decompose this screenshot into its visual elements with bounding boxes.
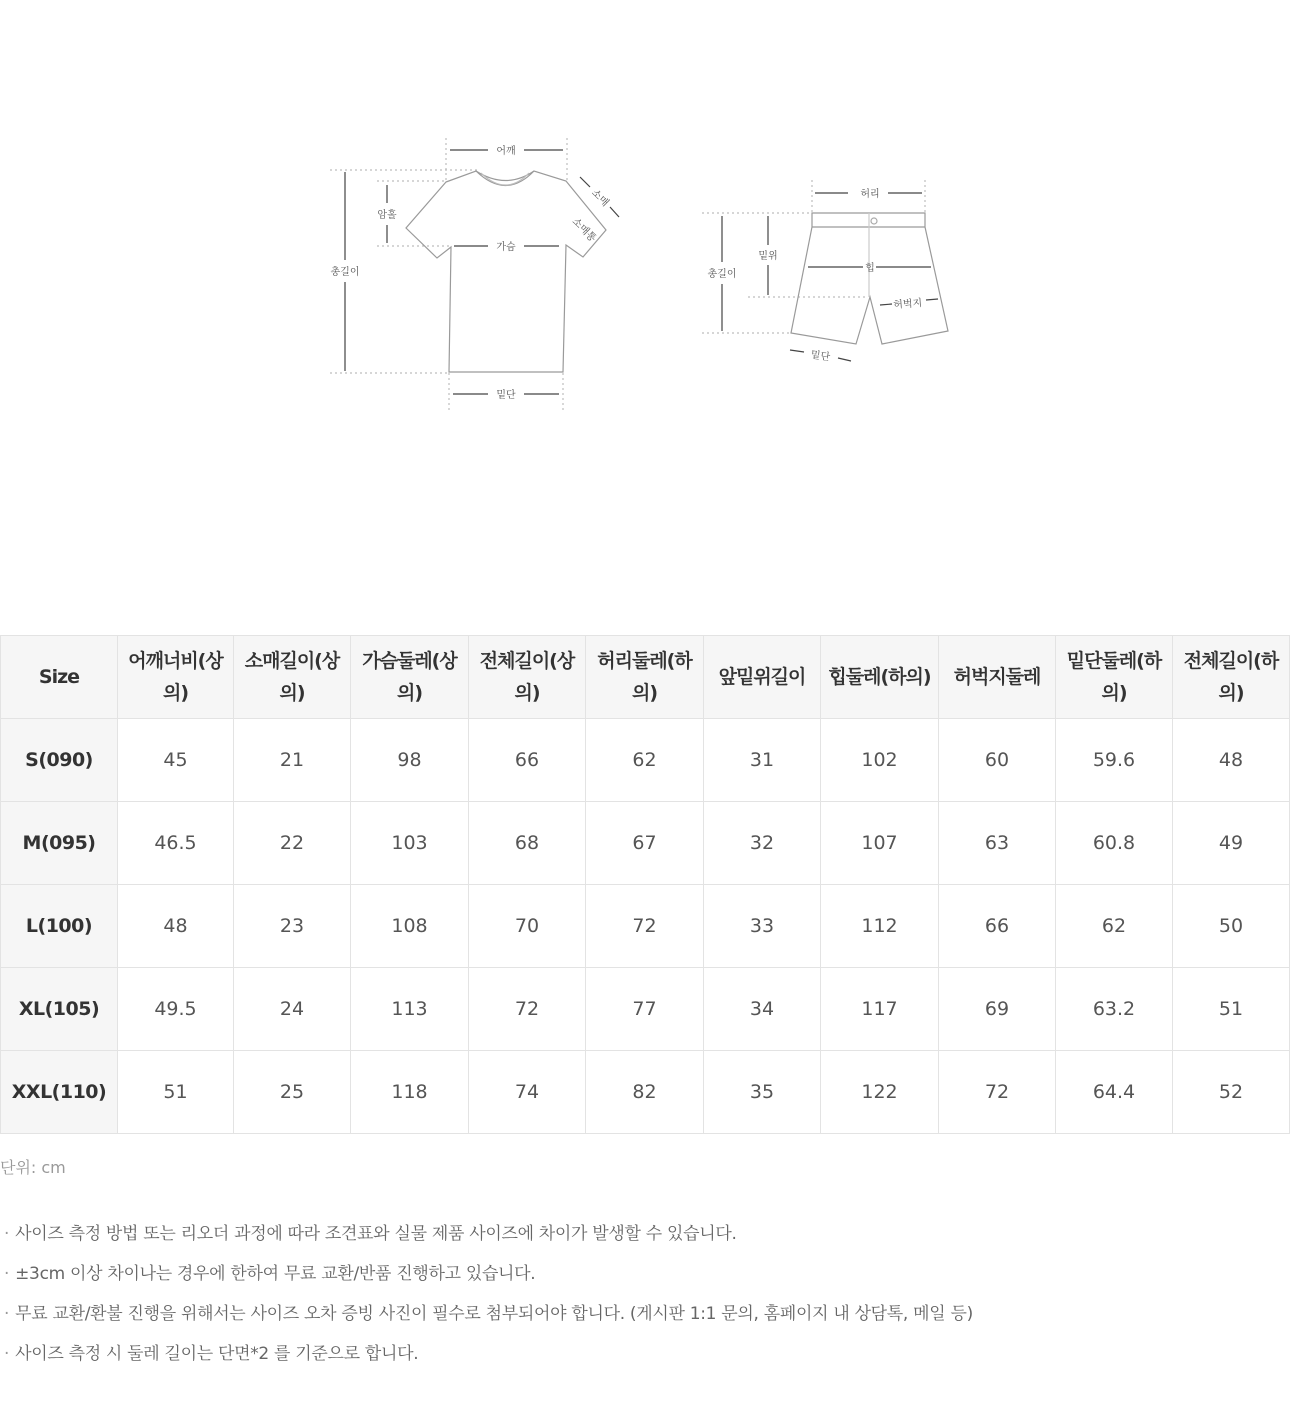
cell: 69 xyxy=(939,968,1056,1051)
cell: 66 xyxy=(939,885,1056,968)
note-item xyxy=(4,1338,973,1378)
cell: 112 xyxy=(821,885,939,968)
cell: 66 xyxy=(469,719,586,802)
bullet-icon: · xyxy=(4,1224,10,1244)
header-hip: 힙둘레(하의) xyxy=(821,636,939,719)
table-header-row xyxy=(1,636,1290,719)
cell: 98 xyxy=(351,719,469,802)
cell: 34 xyxy=(704,968,821,1051)
cell: 51 xyxy=(118,1051,234,1134)
note-item xyxy=(4,1218,973,1258)
header-thigh: 허벅지둘레 xyxy=(939,636,1056,719)
table-row xyxy=(1,968,1290,1051)
row-size: XL(105) xyxy=(1,968,118,1051)
row-size: S(090) xyxy=(1,719,118,802)
cell: 103 xyxy=(351,802,469,885)
table-row xyxy=(1,1051,1290,1134)
label-rise: 밑위 xyxy=(758,251,778,262)
label-total-length: 총길이 xyxy=(330,267,360,278)
table-row xyxy=(1,885,1290,968)
label-total-length-bottom: 총길이 xyxy=(707,269,737,280)
unit-label: 단위: cm xyxy=(0,1158,66,1177)
cell: 25 xyxy=(234,1051,351,1134)
cell: 63.2 xyxy=(1056,968,1173,1051)
table-row xyxy=(1,719,1290,802)
cell: 35 xyxy=(704,1051,821,1134)
label-chest: 가슴 xyxy=(496,242,516,253)
cell: 48 xyxy=(118,885,234,968)
cell: 32 xyxy=(704,802,821,885)
header-hem: 밑단둘레(하의) xyxy=(1056,636,1173,719)
cell: 113 xyxy=(351,968,469,1051)
cell: 68 xyxy=(469,802,586,885)
label-shoulder: 어깨 xyxy=(496,146,516,157)
label-sleeve-opening: 소매통 xyxy=(569,216,598,245)
header-front-rise: 앞밑위길이 xyxy=(704,636,821,719)
cell: 64.4 xyxy=(1056,1051,1173,1134)
header-sleeve-length: 소매길이(상의) xyxy=(234,636,351,719)
label-hem: 밑단 xyxy=(496,390,516,401)
cell: 107 xyxy=(821,802,939,885)
note-text: 사이즈 측정 방법 또는 리오더 과정에 따라 조견표와 실물 제품 사이즈에 차이가 발생할 수 있습니다. xyxy=(15,1224,737,1244)
size-table xyxy=(0,635,1290,1134)
header-size: Size xyxy=(1,636,118,719)
cell: 59.6 xyxy=(1056,719,1173,802)
cell: 48 xyxy=(1173,719,1290,802)
header-top-length: 전체길이(상의) xyxy=(469,636,586,719)
cell: 67 xyxy=(586,802,704,885)
cell: 46.5 xyxy=(118,802,234,885)
cell: 24 xyxy=(234,968,351,1051)
label-thigh: 허벅지 xyxy=(892,298,923,312)
cell: 51 xyxy=(1173,968,1290,1051)
bullet-icon: · xyxy=(4,1344,10,1364)
table-row xyxy=(1,802,1290,885)
cell: 117 xyxy=(821,968,939,1051)
label-sleeve: 소매 xyxy=(589,187,611,209)
cell: 23 xyxy=(234,885,351,968)
shorts-diagram xyxy=(702,180,948,344)
cell: 45 xyxy=(118,719,234,802)
cell: 33 xyxy=(704,885,821,968)
row-size: XXL(110) xyxy=(1,1051,118,1134)
cell: 118 xyxy=(351,1051,469,1134)
cell: 62 xyxy=(586,719,704,802)
cell: 72 xyxy=(586,885,704,968)
note-item xyxy=(4,1258,973,1298)
header-waist: 허리둘레(하의) xyxy=(586,636,704,719)
cell: 50 xyxy=(1173,885,1290,968)
bullet-icon: · xyxy=(4,1264,10,1284)
header-chest: 가슴둘레(상의) xyxy=(351,636,469,719)
header-shoulder-width: 어깨너비(상의) xyxy=(118,636,234,719)
cell: 122 xyxy=(821,1051,939,1134)
cell: 77 xyxy=(586,968,704,1051)
cell: 52 xyxy=(1173,1051,1290,1134)
cell: 49.5 xyxy=(118,968,234,1051)
tshirt-labels xyxy=(331,144,612,401)
cell: 62 xyxy=(1056,885,1173,968)
bullet-icon: · xyxy=(4,1304,10,1324)
cell: 70 xyxy=(469,885,586,968)
cell: 22 xyxy=(234,802,351,885)
measurement-diagrams xyxy=(0,0,1290,560)
cell: 31 xyxy=(704,719,821,802)
header-bottom-length: 전체길이(하의) xyxy=(1173,636,1290,719)
note-text: 사이즈 측정 시 둘레 길이는 단면*2 를 기준으로 합니다. xyxy=(15,1344,419,1364)
cell: 21 xyxy=(234,719,351,802)
note-item xyxy=(4,1298,973,1338)
cell: 63 xyxy=(939,802,1056,885)
cell: 74 xyxy=(469,1051,586,1134)
label-hip: 힙 xyxy=(865,263,875,274)
cell: 72 xyxy=(939,1051,1056,1134)
notes-list xyxy=(4,1218,973,1378)
row-size: L(100) xyxy=(1,885,118,968)
label-armhole: 암홀 xyxy=(377,210,397,221)
cell: 108 xyxy=(351,885,469,968)
cell: 60 xyxy=(939,719,1056,802)
note-text: ±3cm 이상 차이나는 경우에 한하여 무료 교환/반품 진행하고 있습니다. xyxy=(15,1264,536,1284)
cell: 82 xyxy=(586,1051,704,1134)
tshirt-diagram xyxy=(0,0,1290,560)
label-hem-bottom: 밑단 xyxy=(810,349,831,364)
cell: 72 xyxy=(469,968,586,1051)
label-waist: 허리 xyxy=(860,189,880,200)
cell: 60.8 xyxy=(1056,802,1173,885)
note-text: 무료 교환/환불 진행을 위해서는 사이즈 오차 증빙 사진이 필수로 첨부되어야 합니다. (게시판 1:1 문의, 홈페이지 내 상담톡, 메일 등) xyxy=(15,1304,973,1324)
cell: 102 xyxy=(821,719,939,802)
cell: 49 xyxy=(1173,802,1290,885)
row-size: M(095) xyxy=(1,802,118,885)
